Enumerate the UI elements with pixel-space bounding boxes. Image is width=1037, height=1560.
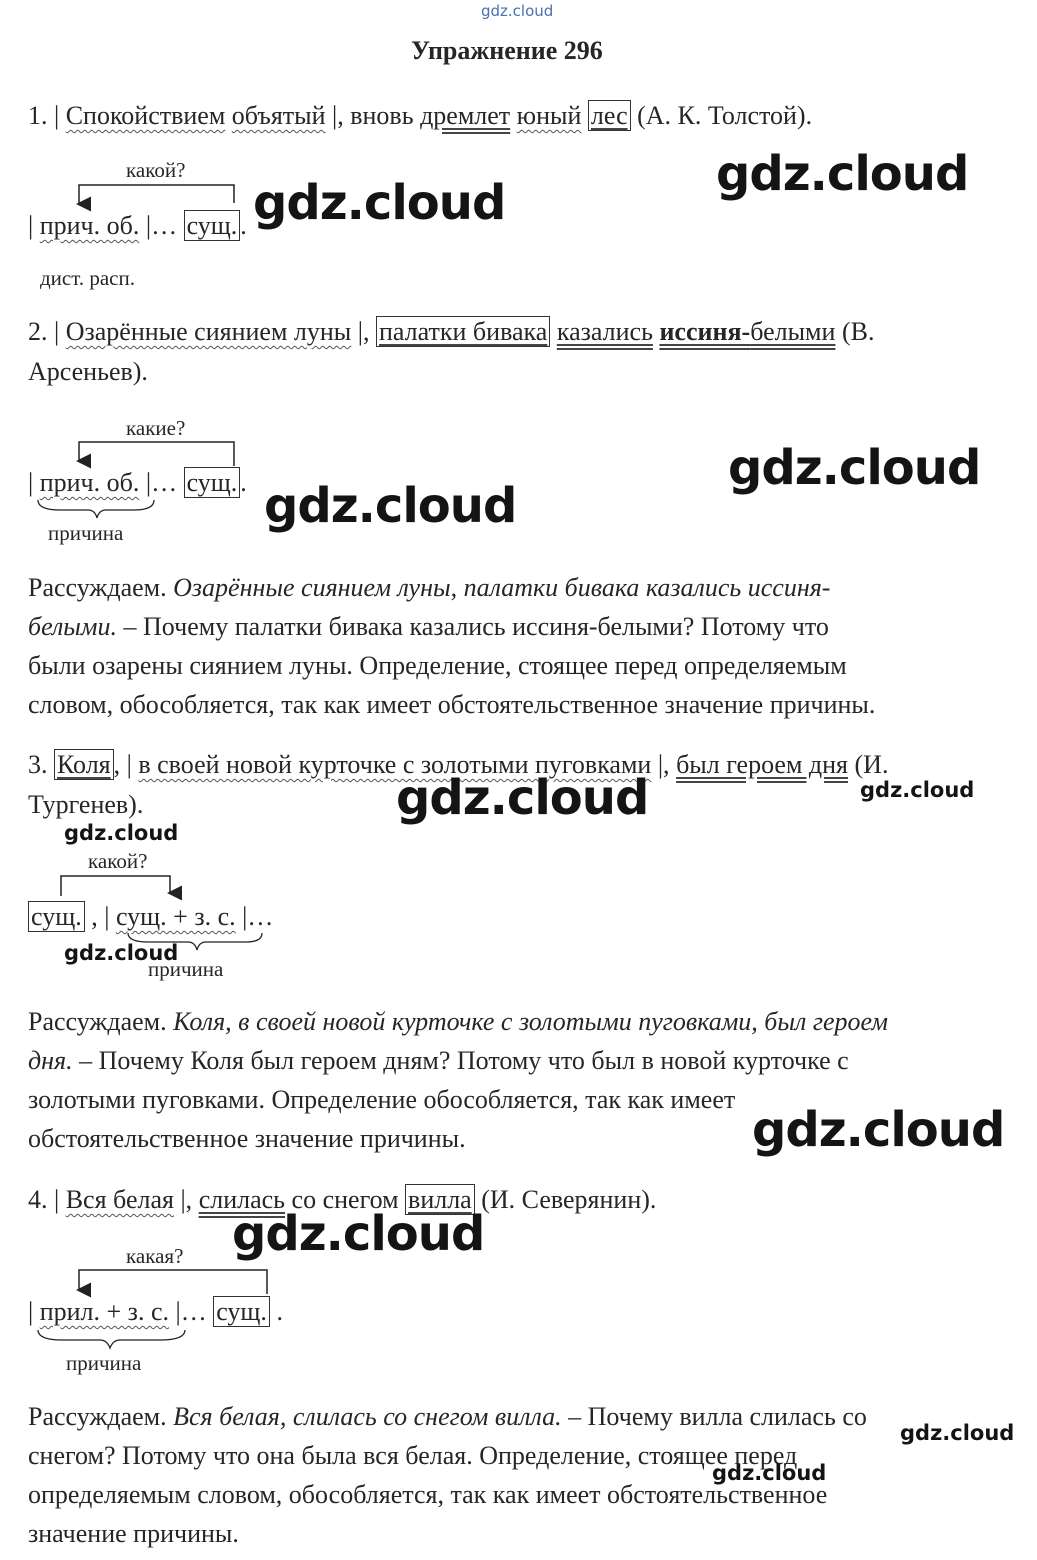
ex2-scheme-participle: прич. об. [39,468,140,497]
ex2-reason-line-1 [28,568,830,607]
ex3-reason-quote-2: дня. [28,1046,73,1075]
ex3-phrase: в своей новой курточке с золотыми пуговками [138,750,652,779]
watermark: gdz.cloud [860,778,975,802]
ex3-note: причина [148,957,224,981]
ex4-reason-line-2: снегом? Потому что она была вся белая. Определение, стоящее перед [28,1441,798,1470]
ex3-reason-label: Рассуждаем. [28,1007,167,1036]
ex2-reason-label: Рассуждаем. [28,573,167,602]
page-title: Упражнение 296 [411,36,603,65]
ex4-predicate: слилась [198,1185,286,1214]
ex1-subject: лес [588,100,631,131]
ex2-question: какие? [126,416,186,440]
ex4-brace [38,1330,185,1348]
ex2-predicate-2: иссиня- [659,317,751,346]
watermark: gdz.cloud [900,1421,1015,1445]
watermark-top: gdz.cloud [481,2,554,20]
ex2-reason-line-4: словом, обособляется, так как имеет обстоятельственное значение причины. [28,690,876,719]
ex3-scheme-sep: , | [84,902,116,931]
ex2-reason-line-3: были озарены сиянием луны. Определение, стоящее перед определяемым [28,651,847,680]
ex1-predicate: дремлет [420,101,511,130]
watermark: gdz.cloud [728,440,981,496]
ex3-scheme-noun: сущ. [28,901,85,932]
ex3-reason-line-2 [28,1041,849,1080]
ex2-author-b: Арсеньев). [28,357,148,386]
watermark: gdz.cloud [264,478,517,534]
ex4-arrow [79,1270,267,1294]
ex2-scheme-end: . [240,468,247,497]
ex2-scheme-bar: | [28,468,40,497]
ex1-sep: |, вновь [332,101,414,130]
ex4-scheme-end: . [269,1297,283,1326]
ex3-sep-1: , | [113,750,132,779]
ex2-note: причина [48,521,124,545]
watermark: gdz.cloud [712,1461,827,1485]
ex2-reason-line-2 [28,607,829,646]
ex4-scheme-noun: сущ. [213,1296,270,1327]
ex1-adjective: юный [516,101,582,130]
ex1-sentence [28,96,812,135]
ex1-scheme-bar2: |… [139,211,184,240]
ex3-reason-line-1 [28,1002,888,1041]
ex4-reason-line-1 [28,1397,867,1436]
ex4-phrase: Вся белая [65,1185,174,1214]
ex4-scheme-phrase: прил. + з. с. [39,1297,169,1326]
ex1-scheme-bar: | [28,211,40,240]
ex1-author: (А. К. Толстой). [637,101,813,130]
ex1-scheme-end: . [240,211,247,240]
ex2-scheme-bar2: |… [139,468,184,497]
ex2-predicate-3: белыми [750,317,836,346]
ex2-num: 2. | [28,317,60,346]
ex3-reason-quote: Коля, в своей новой курточке с золотыми пуговками, был героем [173,1007,888,1036]
ex1-question: какой? [126,158,186,182]
ex4-sep: |, [180,1185,193,1214]
ex3-author-a: (И. [854,750,889,779]
ex4-reason-line-3: определяемым словом, обособляется, так как имеет обстоятельственное [28,1480,828,1509]
ex3-subject: Коля [54,749,114,780]
ex4-scheme [28,1292,283,1331]
ex4-scheme-bar: | [28,1297,40,1326]
ex4-question: какая? [126,1244,184,1268]
ex3-scheme-phrase: сущ. + з. с. [115,902,236,931]
ex4-note: причина [66,1351,142,1375]
ex1-scheme-noun: сущ. [184,210,241,241]
ex3-question: какой? [88,849,148,873]
watermark: gdz.cloud [232,1206,485,1262]
ex2-predicate-1: казались [556,317,653,346]
ex4-reason-label: Рассуждаем. [28,1402,167,1431]
ex1-word-1: Спокойствием [65,101,226,130]
ex4-reason-line-4: значение причины. [28,1519,239,1548]
ex2-subject: палатки бивака [376,316,550,347]
ex3-author-b: Тургенев). [28,790,144,819]
ex3-predicate: был героем дня [676,750,849,779]
ex1-note: дист. расп. [40,266,135,290]
ex4-author: (И. Северянин). [481,1185,657,1214]
ex1-num: 1. | [28,101,60,130]
ex1-word-2: объятый [231,101,326,130]
ex4-num: 4. | [28,1185,60,1214]
ex3-reason-line-3: золотыми пуговками. Определение обособляется, так как имеет [28,1085,736,1114]
ex2-scheme [28,463,247,502]
ex4-scheme-bar2: |… [169,1297,214,1326]
ex4-reason-quote: Вся белая, слилась со снегом вилла. [173,1402,562,1431]
ex1-arrow [79,185,234,204]
ex2-reason-text-1: – Почему палатки бивака казались иссиня-белыми? Потому что [123,612,829,641]
ex2-reason-quote: Озарённые сиянием луны, палатки бивака казались иссиня- [173,573,831,602]
ex2-brace [38,500,154,518]
ex2-author-a: (В. [841,317,875,346]
ex1-scheme [28,206,247,245]
ex3-sep-2: |, [657,750,670,779]
ex3-num: 3. [28,750,48,779]
watermark: gdz.cloud [64,821,179,845]
watermark: gdz.cloud [253,175,506,231]
ex2-reason-quote-2: белыми. [28,612,118,641]
watermark: gdz.cloud [752,1102,1005,1158]
ex4-mid: со снегом [291,1185,399,1214]
ex3-reason-text-1: – Почему Коля был героем дням? Потому что был в новой курточке с [79,1046,849,1075]
ex4-subject: вилла [405,1184,475,1215]
ex3-arrow [61,876,170,896]
ex3-scheme [28,897,273,936]
ex2-sep: |, [357,317,370,346]
ex2-participle-phrase: Озарённые сиянием луны [65,317,352,346]
ex2-scheme-noun: сущ. [184,467,241,498]
watermark: gdz.cloud [716,146,969,202]
ex2-sentence [28,312,874,351]
ex1-scheme-participle: прич. об. [39,211,140,240]
ex4-reason-text-1: – Почему вилла слилась со [568,1402,867,1431]
watermark: gdz.cloud [64,941,179,965]
ex3-reason-line-4: обстоятельственное значение причины. [28,1124,466,1153]
ex3-scheme-bar: |… [235,902,274,931]
watermark: gdz.cloud [396,770,649,826]
